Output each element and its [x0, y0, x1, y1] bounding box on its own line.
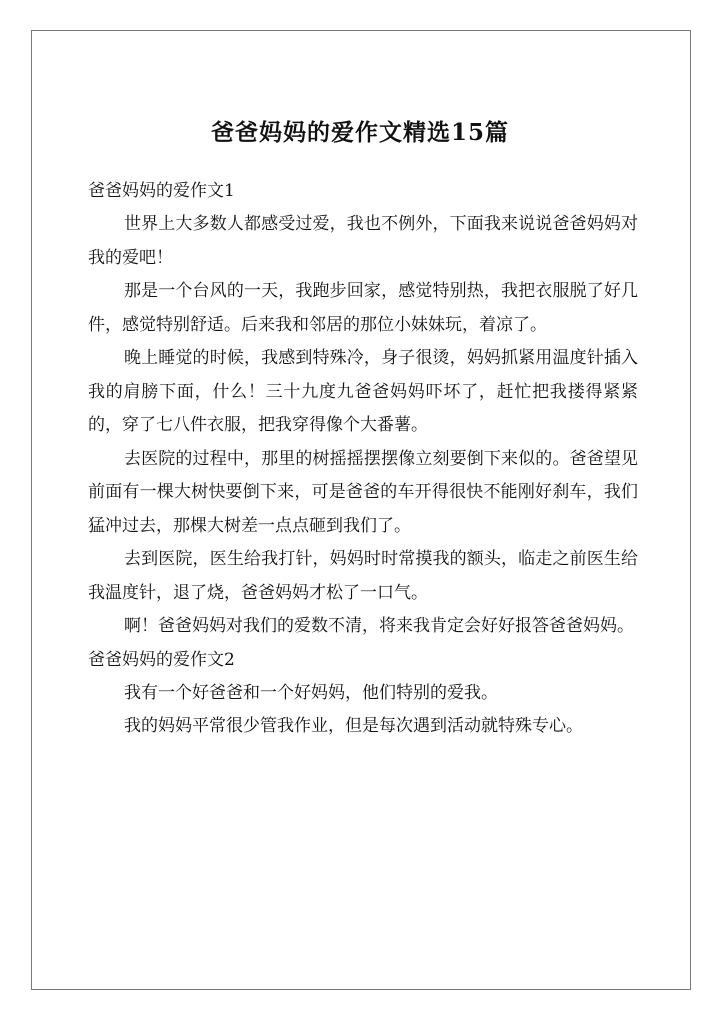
section-heading-1: 爸爸妈妈的爱作文1	[88, 181, 235, 201]
document-title: 爸爸妈妈的爱作文精选15篇	[210, 119, 509, 146]
document-body	[88, 175, 638, 744]
paragraph: 啊！爸爸妈妈对我们的爱数不清，将来我肯定会好好报答爸爸妈妈。	[124, 616, 634, 636]
paragraph: 那是一个台风的一天，我跑步回家，感觉特别热，我把衣服脱了好几件，感觉特别舒适。后来我和邻居的那位小妹妹玩，着凉了。	[88, 281, 638, 335]
paragraph: 去到医院，医生给我打针，妈妈时时常摸我的额头，临走之前医生给我温度针，退了烧，爸爸妈妈才松了一口气。	[88, 549, 638, 603]
section-heading-2: 爸爸妈妈的爱作文2	[88, 649, 235, 670]
paragraph: 世界上大多数人都感受过爱，我也不例外，下面我来说说爸爸妈妈对我的爱吧！	[88, 214, 638, 268]
paragraph: 晚上睡觉的时候，我感到特殊冷，身子很烫，妈妈抓紧用温度针插入我的肩膀下面，什么！三十九度九爸爸妈妈吓坏了，赶忙把我搂得紧紧的，穿了七八件衣服，把我穿得像个大番薯。	[88, 348, 638, 435]
paragraph: 我有一个好爸爸和一个好妈妈，他们特别的爱我。	[124, 682, 498, 703]
paragraph: 去医院的过程中，那里的树摇摇摆摆像立刻要倒下来似的。爸爸望见前面有一棵大树快要倒下来，可是爸爸的车开得很快不能刚好刹车，我们猛冲过去，那棵大树差一点点砸到我们了。	[88, 448, 638, 536]
paragraph: 我的妈妈平常很少管我作业，但是每次遇到活动就特殊专心。	[124, 716, 583, 736]
